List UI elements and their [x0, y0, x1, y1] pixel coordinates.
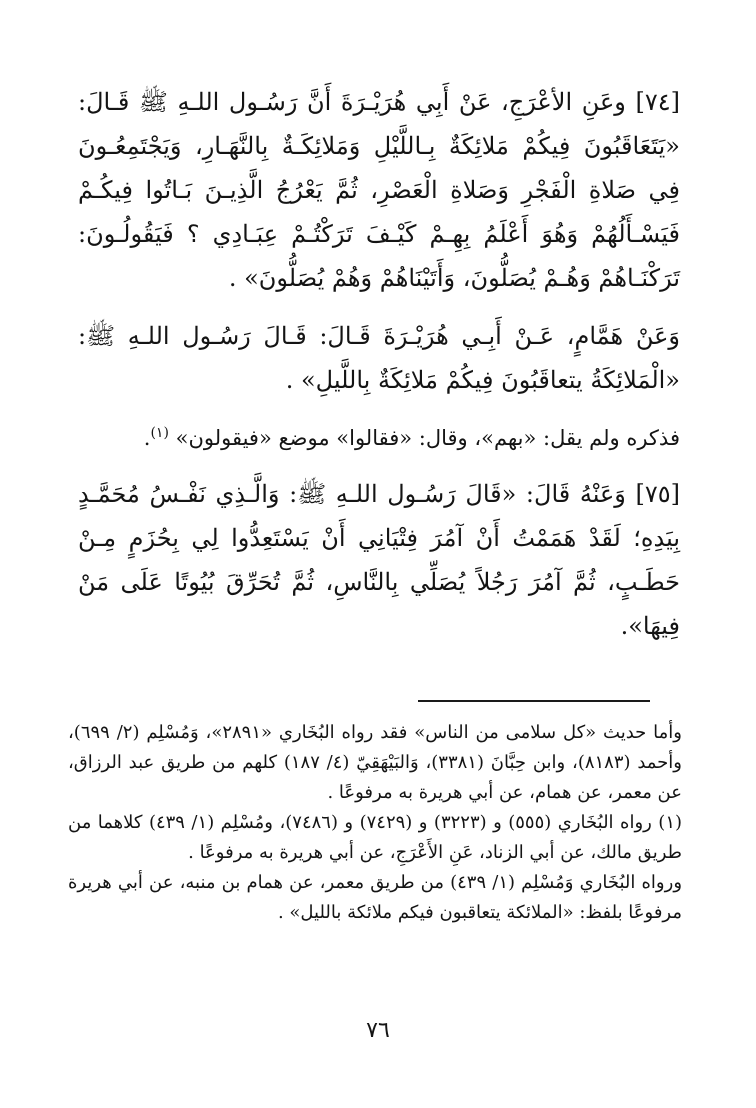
footnote-1-continued: ورواه البُخَاري وَمُسْلِم (١/ ٤٣٩) من طريق معمر، عن همام بن منبه، عن أبي هريرة مرفوعًا بلفظ: «الملائكة يتعاقبون فيكم ملائكة بالليل» .: [68, 872, 683, 923]
hadith-74-remark: فذكره ولم يقل: «بهم»، وقال: «فقالوا» موضع «فيقولون» $^{(١)}$.: [143, 425, 680, 450]
hadith-74-variant: وَعَنْ هَمَّامٍ، عَـنْ أَبِـي هُرَيْـرَةَ قَـالَ: قَـالَ رَسُـول اللـهِ ﷺ: «الْمَلائِكَةُ يتعاقَبُونَ فِيكُمْ مَلائِكَةٌ بِاللَّيلِ» .: [78, 322, 680, 394]
hadith-75: [٧٥] وَعَنْهُ قَالَ: «قَالَ رَسُـول اللـهِ ﷺ: وَالَّـذِي نَفْـسُ مُحَمَّـدٍ بِيَدِهِ؛ لَقَدْ هَمَمْتُ أَنْ آمُرَ فِتْيَانِي أَنْ يَسْتَعِدُّوا لِي بِحُزَمٍ مِـنْ حَطَـبٍ، ثُمَّ آمُرَ رَجُلاً يُصَلِّي بِالنَّاسِ، ثُمَّ تُحَرِّقَ بُيُوتًا عَلَى مَنْ فِيهَا».: [78, 480, 680, 640]
main-text: [78, 80, 680, 648]
remark-text: فذكره ولم يقل: «بهم»، وقال: «فقالوا» موضع «فيقولون»: [175, 426, 680, 450]
footnotes: [68, 718, 682, 928]
footnote-continued: وأما حديث «كل سلامى من الناس» فقد رواه البُخَاري «٢٨٩١»، وَمُسْلِم (٢/ ٦٩٩)، وأحمد (٨١٨٣)، وابن حِبَّانَ (٣٣٨١)، وَالبَيْهَقِيّ (٤/ ١٨٧) كلهم من طريق عبد الرزاق، عن معمر، عن همام، عن أبي هريرة به مرفوعًا .: [68, 722, 682, 803]
page-number: ٧٦: [366, 1018, 390, 1043]
hadith-74: [٧٤] وعَنِ الأعْرَجِ، عَنْ أَبِي هُرَيْـرَةَ أَنَّ رَسُـول اللـهِ ﷺ قَـالَ: «يَتَعَاقَبُونَ فِيكُمْ مَلائِكَةٌ بِـاللَّيْلِ وَمَلائِكَـةٌ بِالنَّهَـارِ، وَيَجْتَمِعُـونَ فِي صَلاةِ الْفَجْرِ وَصَلاةِ الْعَصْرِ، ثُمَّ يَعْرُجُ الَّذِيـنَ بَـاتُوا فِيكُـمْ فَيَسْـأَلُهُمْ وَهُوَ أَعْلَمُ بِهِـمْ كَيْـفَ تَرَكْتُـمْ عِبَـادِي ؟ فَيَقُولُـونَ: تَرَكْنَـاهُمْ وَهُـمْ يُصَلُّونَ، وَأَتَيْنَاهُمْ وَهُمْ يُصَلُّونَ» .: [78, 88, 680, 292]
footnote-separator: [418, 700, 650, 702]
footnote-ref-1[interactable]: (١): [150, 425, 169, 441]
footnote-1: (١) رواه البُخَاري (٥٥٥) و (٣٢٢٣) و (٧٤٢٩) و (٧٤٨٦)، ومُسْلِم (١/ ٤٣٩) كلاهما من طريق مالك، عن أبي الزناد، عَنِ الأَعْرَجِ، عن أبي هريرة به مرفوعًا .: [68, 812, 683, 863]
